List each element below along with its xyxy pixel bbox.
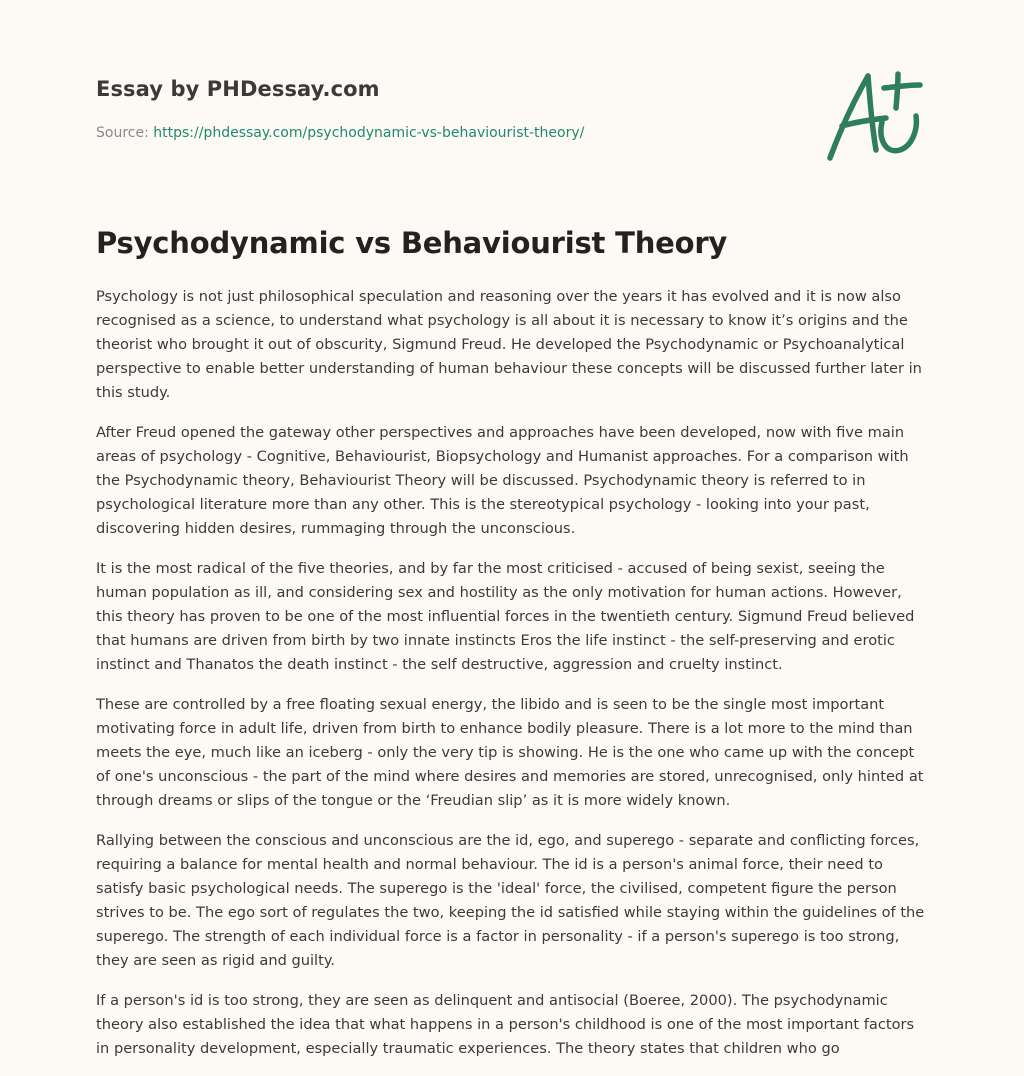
source-label: Source: <box>96 125 154 141</box>
essay-paragraph: Psychology is not just philosophical speculation and reasoning over the years it has evolved and it is now also recognised as a science, to understand what psychology is all about it is necessary to know it’s origins and the theorist who brought it out of obscurity, Sigmund Freud. He developed the Psychodynamic or Psychoanalytical perspective to enable better understanding of human behaviour these concepts will be discussed further later in this study. <box>96 288 922 401</box>
site-brand: Essay by PHDessay.com <box>96 77 380 101</box>
essay-paragraph: After Freud opened the gateway other perspectives and approaches have been developed, now with five main areas of psychology - Cognitive, Behaviourist, Biopsychology and Humanist approaches. For a comparison with the Psychodynamic theory, Behaviourist Theory will be discussed. Psychodynamic theory is referred to in psychological literature more than any other. This is the stereotypical psychology - looking into your past, discovering hidden desires, rummaging through the unconscious. <box>96 424 909 537</box>
a-plus-grade-icon <box>820 66 930 166</box>
essay-paragraph: It is the most radical of the five theories, and by far the most criticised - accused of being sexist, seeing the human population as ill, and considering sex and hostility as the only motivation for human actions. However, this theory has proven to be one of the most influential forces in the twentieth century. Sigmund Freud believed that humans are driven from birth by two innate instincts Eros the life instinct - the self-preserving and erotic instinct and Thanatos the death instinct - the self destructive, aggression and cruelty instinct. <box>96 560 915 673</box>
essay-title: Psychodynamic vs Behaviourist Theory <box>96 226 728 260</box>
essay-body <box>96 285 930 1076</box>
source-link[interactable]: https://phdessay.com/psychodynamic-vs-behaviourist-theory/ <box>153 125 585 141</box>
source-line <box>96 125 584 141</box>
essay-paragraph: Rallying between the conscious and unconscious are the id, ego, and superego - separate and conflicting forces, requiring a balance for mental health and normal behaviour. The id is a person's animal force, their need to satisfy basic psychological needs. The superego is the 'ideal' force, the civilised, competent figure the person strives to be. The ego sort of regulates the two, keeping the id satisfied while staying within the guidelines of the superego. The strength of each individual force is a factor in personality - if a person's superego is too strong, they are seen as rigid and guilty. <box>96 832 925 969</box>
essay-paragraph: If a person's id is too strong, they are seen as delinquent and antisocial (Boeree, 2000). The psychodynamic theory also established the idea that what happens in a person's childhood is one of the most important factors in personality development, especially traumatic experiences. The theory states that children who go <box>96 992 915 1057</box>
essay-paragraph: These are controlled by a free floating sexual energy, the libido and is seen to be the single most important motivating force in adult life, driven from birth to enhance bodily pleasure. There is a lot more to the mind than meets the eye, much like an iceberg - only the very tip is showing. He is the one who came up with the concept of one's unconscious - the part of the mind where desires and memories are stored, unrecognised, only hinted at through dreams or slips of the tongue or the ‘Freudian slip’ as it is more widely known. <box>96 696 924 809</box>
